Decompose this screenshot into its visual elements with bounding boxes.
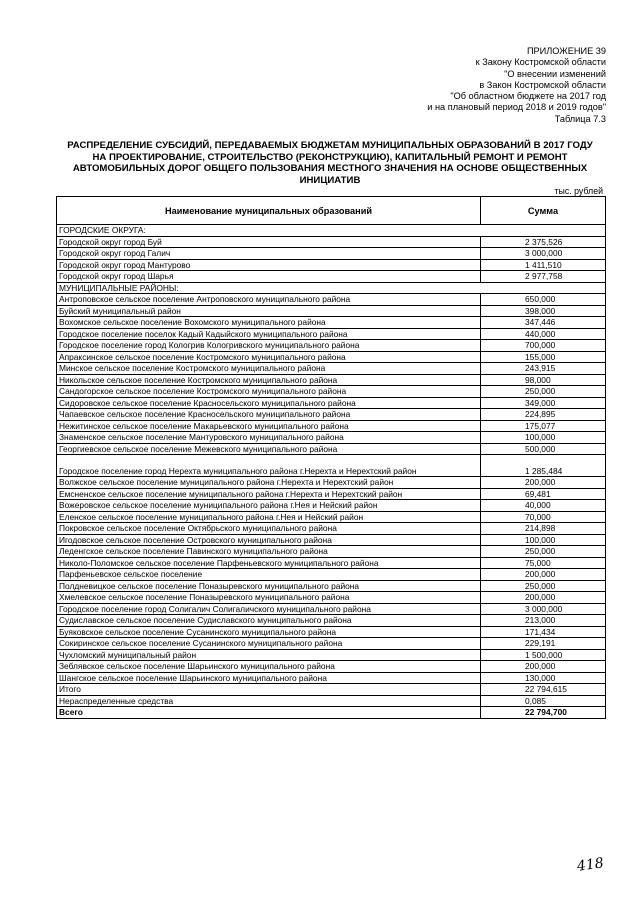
row-name: Емсненское сельское поселение муниципального района г.Нерехта и Нерехтский район [57,488,481,500]
table-row [57,420,606,432]
row-name: ГОРОДСКИЕ ОКРУГА: [57,225,481,237]
appendix-line: ПРИЛОЖЕНИЕ 39 [526,46,606,56]
table-header-row [57,197,606,225]
row-name: Чухломский муниципальный район [57,649,481,661]
row-name: Апраксинское сельское поселение Костромского муниципального района [57,351,481,363]
table-row [57,511,606,523]
row-amount: 214,898 [481,523,606,535]
table-row [57,455,606,477]
table-row [57,294,606,306]
row-name: Николо-Поломское сельское поселение Парфеньевского муниципального района [57,557,481,569]
table-row [57,615,606,627]
table-row [57,638,606,650]
table-row [57,363,606,375]
row-name: Парфеньевское сельское поселение [57,569,481,581]
table-row [57,432,606,444]
row-name: Сандогорское сельское поселение Костромского муниципального района [57,386,481,398]
table-row [57,603,606,615]
appendix-line: и на плановый период 2018 и 2019 годов" [427,102,606,113]
table-row [57,351,606,363]
table-row [57,500,606,512]
row-name: МУНИЦИПАЛЬНЫЕ РАЙОНЫ: [57,282,481,294]
row-name: Никольское сельское поселение Костромского муниципального района [57,374,481,386]
title-line: ИНИЦИАТИВ [299,174,361,186]
row-name: Городское поселение город Нерехта муниципального района г.Нерехта и Нерехтский район [57,455,481,477]
row-name: Нераспределенные средства [57,695,481,707]
row-name: Вохомское сельское поселение Вохомского муниципального района [57,317,481,329]
table-row [57,672,606,684]
row-amount: 130,000 [481,672,606,684]
row-name: Всего [57,707,481,719]
appendix-line: Таблица 7.3 [554,113,606,124]
row-amount: 700,000 [481,340,606,352]
row-amount: 213,000 [481,615,606,627]
table-row [57,305,606,317]
row-name: Буйский муниципальный район [57,305,481,317]
row-amount: 3 000,000 [481,248,606,260]
table-row [57,534,606,546]
appendix-line: "Об областном бюджете на 2017 год [450,91,606,102]
row-name: Шангское сельское поселение Шарьинского муниципального района [57,672,481,684]
row-name: Сокиринское сельское поселение Сусанинского муниципального района [57,638,481,650]
table-row [57,328,606,340]
row-amount: 250,000 [481,580,606,592]
table-row [57,259,606,271]
appendix-line: к Закону Костромской области [475,57,606,68]
row-amount: 70,000 [481,511,606,523]
row-amount: 224,895 [481,409,606,421]
row-amount: 243,915 [481,363,606,375]
row-amount: 2 375,526 [481,236,606,248]
row-name: Городской округ город Шарья [57,271,481,283]
section-row [57,282,606,294]
row-amount: 155,000 [481,351,606,363]
row-amount: 500,000 [481,443,606,455]
row-amount: 229,191 [481,638,606,650]
row-amount: 98,000 [481,374,606,386]
row-amount [481,282,606,294]
row-amount: 1 411,510 [481,259,606,271]
appendix-line: в Закон Костромской области [479,79,606,90]
table-row [57,477,606,489]
row-amount: 69,481 [481,488,606,500]
header-name: Наименование муниципальных образований [57,197,481,225]
row-amount: 1 285,484 [481,455,606,477]
table-row [57,580,606,592]
row-amount: 1 500,000 [481,649,606,661]
row-name: Игодовское сельское поселение Островского муниципального района [57,534,481,546]
header-amount: Сумма [481,197,606,225]
row-name: Итого [57,684,481,696]
table-row [57,626,606,638]
table-row [57,557,606,569]
table-row [57,248,606,260]
row-amount: 40,000 [481,500,606,512]
table-body [57,225,606,719]
row-amount: 100,000 [481,432,606,444]
table-row [57,317,606,329]
table-row [57,592,606,604]
row-name: Чапаевское сельское поселение Красносельского муниципального района [57,409,481,421]
row-amount: 75,000 [481,557,606,569]
row-amount: 200,000 [481,569,606,581]
table-row [57,386,606,398]
row-amount: 250,000 [481,546,606,558]
row-amount: 349,000 [481,397,606,409]
table-row [57,695,606,707]
row-amount: 0,085 [481,695,606,707]
document-title [56,140,604,186]
row-name: Еленское сельское поселение муниципального района г.Нея и Нейский район [57,511,481,523]
table-row [57,443,606,455]
row-name: Леденгское сельское поселение Павинского муниципального района [57,546,481,558]
row-amount: 200,000 [481,477,606,489]
row-name: Вожеровское сельское поселение муниципального района г.Нея и Нейский район [57,500,481,512]
table-row [57,374,606,386]
row-amount [481,225,606,237]
page-number: 418 [576,855,605,875]
row-name: Городской округ город Мантурово [57,259,481,271]
table-row [57,409,606,421]
row-amount: 250,000 [481,386,606,398]
row-name: Буяковское сельское поселение Сусанинского муниципального района [57,626,481,638]
row-amount: 175,077 [481,420,606,432]
row-amount: 440,000 [481,328,606,340]
table-row [57,236,606,248]
table-row [57,271,606,283]
row-name: Хмелевское сельское поселение Поназыревского муниципального района [57,592,481,604]
row-name: Волжское сельское поселение муниципального района г.Нерехта и Нерехтский район [57,477,481,489]
row-name: Полдневицкое сельское поселение Поназыревского муниципального района [57,580,481,592]
row-name: Знаменское сельское поселение Мантуровского муниципального района [57,432,481,444]
row-name: Антроповское сельское поселение Антроповского муниципального района [57,294,481,306]
table-row [57,397,606,409]
title-line: НА ПРОЕКТИРОВАНИЕ, СТРОИТЕЛЬСТВО (РЕКОНСТРУКЦИЮ), КАПИТАЛЬНЫЙ РЕМОНТ И РЕМОНТ [92,151,568,163]
row-amount: 2 977,758 [481,271,606,283]
table-row [57,569,606,581]
row-amount: 22 794,700 [481,707,606,719]
title-line: РАСПРЕДЕЛЕНИЕ СУБСИДИЙ, ПЕРЕДАВАЕМЫХ БЮДЖЕТАМ МУНИЦИПАЛЬНЫХ ОБРАЗОВАНИЙ В 2017 ГОДУ [67,140,593,151]
table-row [57,523,606,535]
table-row [57,488,606,500]
row-amount: 100,000 [481,534,606,546]
table-row [57,649,606,661]
table-row [57,340,606,352]
row-name: Городской округ город Буй [57,236,481,248]
row-name: Георгиевское сельское поселение Межевского муниципального района [57,443,481,455]
row-amount: 3 000,000 [481,603,606,615]
table-row [57,707,606,719]
row-name: Нежитинское сельское поселение Макарьевского муниципального района [57,420,481,432]
units-label: тыс. рублей [554,186,603,196]
row-name: Городское поселение город Солигалич Солигаличского муниципального района [57,603,481,615]
table-row [57,661,606,673]
table-row [57,684,606,696]
table-row [57,546,606,558]
row-amount: 200,000 [481,592,606,604]
row-name: Минское сельское поселение Костромского муниципального района [57,363,481,375]
row-amount: 650,000 [481,294,606,306]
appendix-block [306,46,606,125]
row-amount: 347,446 [481,317,606,329]
row-name: Зеблявское сельское поселение Шарьинского муниципального района [57,661,481,673]
row-name: Судиславское сельское поселение Судиславского муниципального района [57,615,481,627]
row-amount: 171,434 [481,626,606,638]
appendix-line: "О внесении изменений [504,68,606,79]
subsidy-table [56,196,606,719]
row-name: Сидоровское сельское поселение Красносельского муниципального района [57,397,481,409]
row-name: Покровское сельское поселение Октябрьского муниципального района [57,523,481,535]
section-row [57,225,606,237]
row-name: Городское поселение город Кологрив Кологривского муниципального района [57,340,481,352]
row-amount: 200,000 [481,661,606,673]
row-amount: 22 794,615 [481,684,606,696]
row-name: Городское поселение поселок Кадый Кадыйского муниципального района [57,328,481,340]
row-amount: 398,000 [481,305,606,317]
row-name: Городской округ город Галич [57,248,481,260]
title-line: АВТОМОБИЛЬНЫХ ДОРОГ ОБЩЕГО ПОЛЬЗОВАНИЯ МЕСТНОГО ЗНАЧЕНИЯ НА ОСНОВЕ ОБЩЕСТВЕННЫХ [72,163,588,175]
